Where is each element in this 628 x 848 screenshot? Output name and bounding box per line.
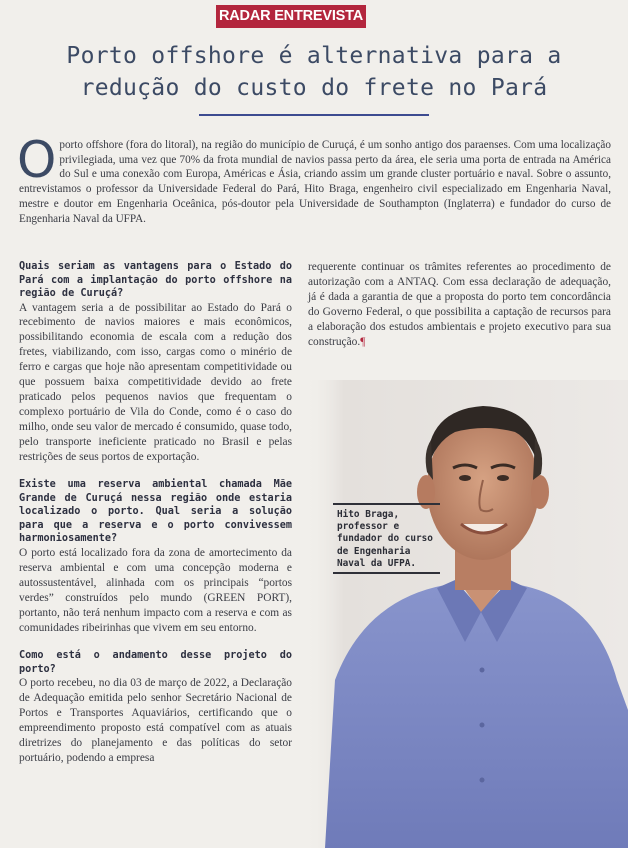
qa-block-3 [19,649,292,765]
left-column [19,260,292,780]
answer-2: O porto está localizado fora da zona de amortecimento da reserva ambiental e com uma concepção moderna e autossustentável, alinhada com os principais “portos verdes” construídos pelo mundo (GREEN PORT), portanto, não terá nenhum impacto com a reserva e com as comunidades ribeirinhas que vivem em seu entorno. [19,546,292,634]
right-column [308,260,611,349]
qa-block-2 [19,478,292,635]
portrait-photo [305,380,628,848]
headline-line-2: redução do custo do frete no Pará [80,75,548,101]
question-1: Quais seriam as vantagens para o Estado do Pará com a implantação do porto offshore na região de Curuçá? [19,261,292,299]
photo-caption: Hito Braga, professor e fundador do curso de Engenharia Naval da UFPA. [337,509,433,569]
section-tag: RADAR ENTREVISTA [216,5,366,28]
end-mark: ¶ [360,335,366,348]
drop-cap: O [17,131,57,189]
headline [0,40,628,104]
lede-paragraph [17,131,611,226]
answer-1: A vantagem seria a de possibilitar ao Estado do Pará o recebimento de navios maiores e mais econômicos, possibilitando economia de escala com a redução dos fretes, viabilizando, com isso, cargas como o minério de ferro e cargas que hoje não apresentam competitividade ou que possuem baixa competitividade devido ao frete praticado pelos pequenos navios que frequentam o complexo portuário de Vila do Conde, como é o caso do milho, onde seu valor de mercado é consumido, quase todo, pelo transporte ineficiente praticado no Brasil e pelas restrições de seus portos de exportação. [19,301,292,463]
question-3: Como está o andamento desse projeto do porto? [19,650,292,675]
headline-underline [199,114,429,116]
headline-line-1: Porto offshore é alternativa para a [66,43,562,69]
caption-rule-bottom [333,572,440,574]
caption-rule-top [333,503,440,505]
answer-3: O porto recebeu, no dia 03 de março de 2022, a Declaração de Adequação emitida pelo senhor Secretário Nacional de Portos e Transportes Aquaviários, certificando que o empreendimento proposto está compatível com as atuais diretrizes do planejamento e das políticas do setor portuário, podendo a empresa [19,677,292,764]
portrait-illustration [305,380,628,848]
question-2: Existe uma reserva ambiental chamada Mãe Grande de Curuçá nessa região onde estaria localizado o porto. Qual seria a solução para que a reserva e o porto convivessem harmoniosamente? [19,479,292,545]
qa-block-1 [19,260,292,464]
continuation-text: requerente continuar os trâmites referentes ao procedimento de autorização com a ANTAQ. Com essa declaração de adequação, já é dada a garantia de que a proposta do porto tem concordância do Governo Federal, o que possibilita a captação de recursos para a elaboração dos estudos ambientais e projeto executivo para sua construção. [308,261,611,348]
lede-text: porto offshore (fora do litoral), na região do município de Curuçá, é um sonho antigo dos paraenses. Com uma localização privilegiada, uma vez que 70% da frota mundial de navios passa perto da área, ele seria uma porta de entrada na América do Sul e uma conexão com Europa, Américas e Ásia, criando assim um grande cluster portuário e naval. Sobre o assunto, entrevistamos o professor da Universidade Federal do Pará, Hito Braga, engenheiro civil especializado em Engenharia Naval, mestre e doutor em Engenharia Oceânica, pós-doutor pela Universidade de Southampton (Inglaterra) e fundador do curso de Engenharia Naval da UFPA. [19,139,611,225]
